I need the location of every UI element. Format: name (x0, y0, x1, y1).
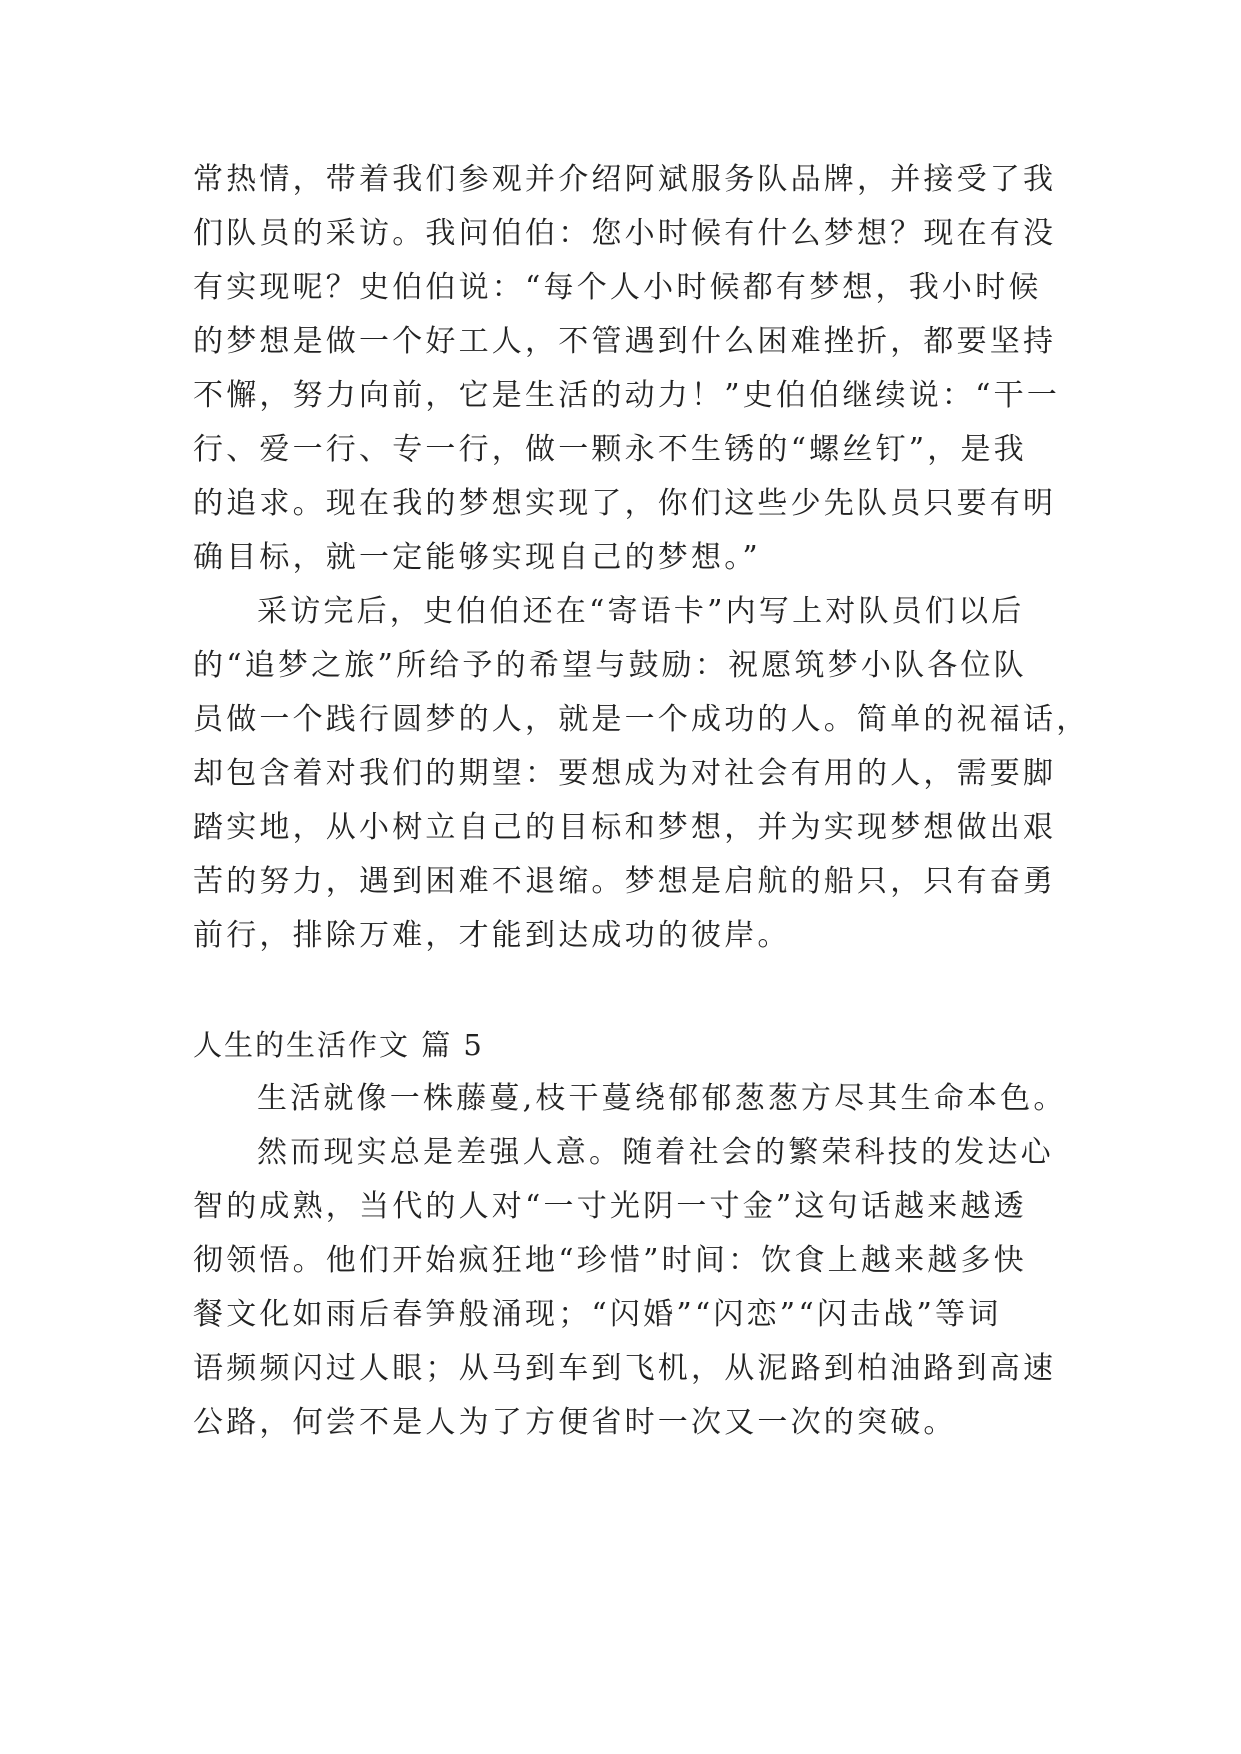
text-line: 踏实地，从小树立自己的目标和梦想，并为实现梦想做出艰 (193, 810, 1057, 845)
text-line: 们队员的采访。我问伯伯：您小时候有什么梦想？现在有没 (193, 216, 1057, 251)
text-line: 彻领悟。他们开始疯狂地“珍惜”时间：饮食上越来越多快 (193, 1243, 1027, 1278)
text-line: 员做一个践行圆梦的人，就是一个成功的人。简单的祝福话， (193, 702, 1090, 737)
text-line: 智的成熟，当代的人对“一寸光阴一寸金”这句话越来越透 (193, 1189, 1027, 1224)
text-line: 行、爱一行、专一行，做一颗永不生锈的“螺丝钉”，是我 (193, 432, 1027, 467)
paragraph-first-line: 然而现实总是差强人意。随着社会的繁荣科技的发达心 (257, 1135, 1054, 1170)
text-line: 前行，排除万难，才能到达成功的彼岸。 (193, 918, 791, 953)
text-line: 的梦想是做一个好工人，不管遇到什么困难挫折，都要坚持 (193, 324, 1057, 359)
text-line: 不懈，努力向前，它是生活的动力！”史伯伯继续说：“干一 (193, 378, 1061, 413)
text-line: 的追求。现在我的梦想实现了，你们这些少先队员只要有明 (193, 486, 1057, 521)
text-line: 确目标，就一定能够实现自己的梦想。” (193, 540, 761, 575)
text-line: 有实现呢？史伯伯说：“每个人小时候都有梦想，我小时候 (193, 270, 1042, 305)
paragraph-first-line: 生活就像一株藤蔓,枝干蔓绕郁郁葱葱方尽其生命本色。 (257, 1081, 1067, 1116)
text-line: 苦的努力，遇到困难不退缩。梦想是启航的船只，只有奋勇 (193, 864, 1057, 899)
text-line: 的“追梦之旅”所给予的希望与鼓励：祝愿筑梦小队各位队 (193, 648, 1027, 683)
text-line: 餐文化如雨后春笋般涌现；“闪婚”“闪恋”“闪击战”等词 (193, 1297, 1002, 1332)
text-line: 常热情，带着我们参观并介绍阿斌服务队品牌，并接受了我 (193, 162, 1057, 197)
section-heading: 人生的生活作文 篇 5 (193, 1028, 484, 1062)
paragraph-first-line: 采访完后，史伯伯还在“寄语卡”内写上对队员们以后 (257, 594, 1025, 629)
text-line: 公路，何尝不是人为了方便省时一次又一次的突破。 (193, 1405, 957, 1440)
text-line: 语频频闪过人眼；从马到车到飞机，从泥路到柏油路到高速 (193, 1351, 1057, 1386)
text-line: 却包含着对我们的期望：要想成为对社会有用的人，需要脚 (193, 756, 1057, 791)
